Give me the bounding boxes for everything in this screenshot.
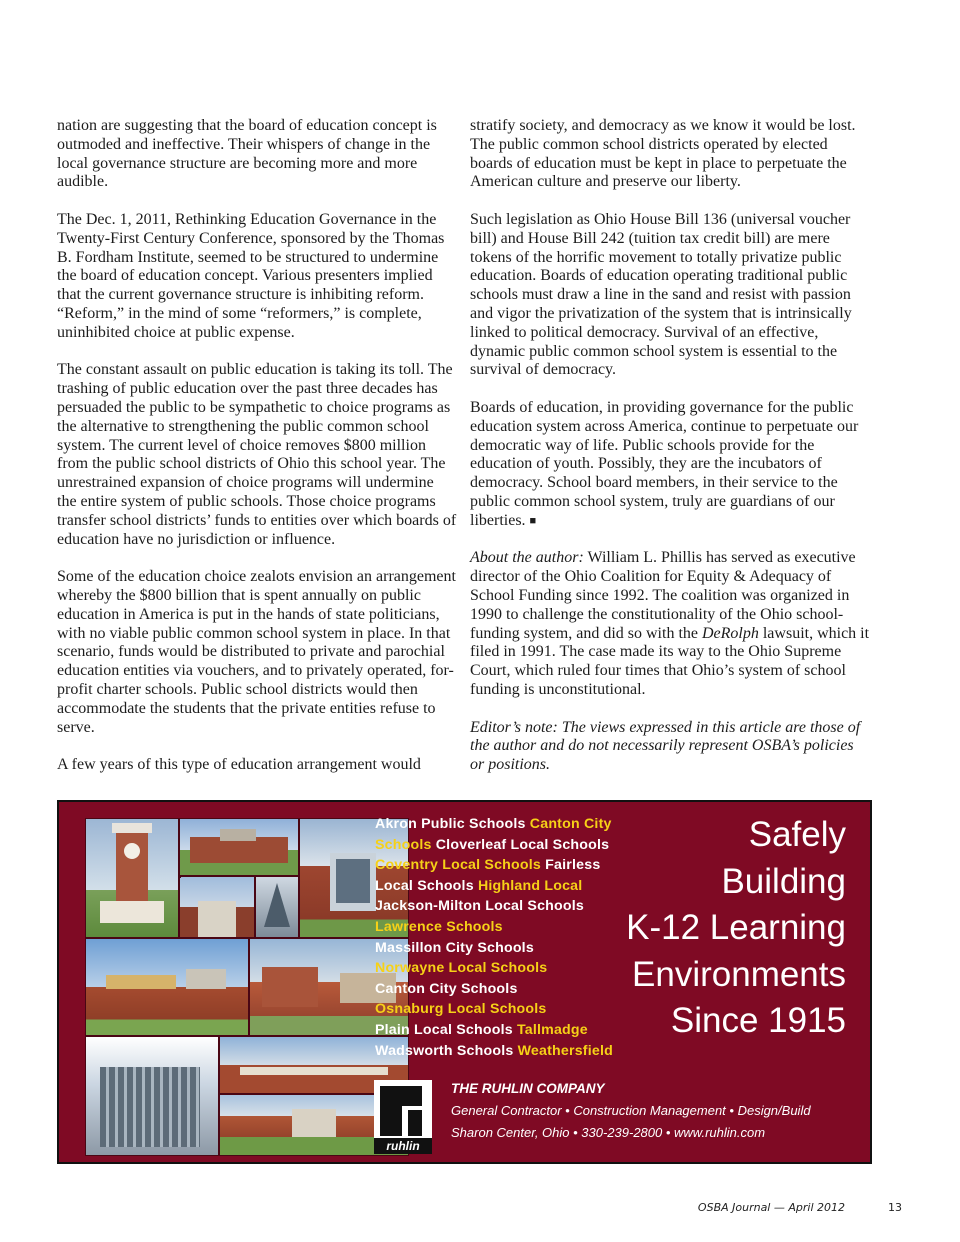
journal-issue: OSBA Journal — April 2012 <box>697 1201 845 1214</box>
school-name: Massillon City Schools <box>375 939 534 956</box>
about-author-paragraph <box>470 549 870 699</box>
atrium-photo <box>255 876 299 938</box>
ad-tagline <box>546 812 846 1045</box>
logo-wordmark: ruhlin <box>386 1139 420 1153</box>
about-author-text: William L. Phillis has served as executive director of the Ohio Coalition for Equity & Adequacy of School Funding since 1992. The coalition was organized in 1990 to challenge the constitutionality of the Ohio school-funding system, and did so with the <box>470 549 856 642</box>
article-paragraph: A few years of this type of education arrangement would <box>57 756 421 774</box>
ruhlin-advertisement <box>57 800 872 1164</box>
school-name: Highland Local <box>477 877 583 894</box>
tagline-line: Safely <box>748 815 846 854</box>
article-paragraph: Boards of education, in providing governance for the public education system across America, continue to perpetuate our democratic way of life. Public schools provide for the education of youth. Possibly, they are the incubators of democracy. School board members, in their service to the public common school system, truly are guardians of our liberties. ■ <box>470 398 859 529</box>
article-column-right <box>470 117 870 775</box>
tagline-line: Since 1915 <box>670 1001 846 1040</box>
end-mark: ■ <box>529 514 537 527</box>
school-name: Cloverleaf Local Schools <box>435 836 610 853</box>
school-photo-collage <box>85 818 407 1154</box>
case-name: DeRolph <box>701 624 759 642</box>
school-name: Osnaburg Local Schools <box>375 1001 547 1018</box>
editors-note: Editor’s note: The views expressed in this article are those of the author and do not necessarily represent OSBA’s policies or positions. <box>470 718 861 774</box>
school-name: Local Schools <box>375 877 478 894</box>
brick-school-photo <box>179 818 299 876</box>
school-name: Coventry Local Schools <box>375 857 546 874</box>
article-paragraph: Such legislation as Ohio House Bill 136 (universal voucher bill) and House Bill 242 (tuition tax credit bill) are mere tokens of the horrific movement to totally privatize public education. Boards of education operating traditional public schools must draw a line in the sand and resist with passion and vigor the privatization of the system that is intrinsically linked to political democracy. Survival of an effective, dynamic public common school system is essential to the survival of democracy. <box>470 210 852 379</box>
about-author-text: lawsuit, which it filed in 1991. The case made its way to the Ohio Supreme Court, which ruled four times that Ohio’s system of school funding is unconstitutional. <box>470 624 870 698</box>
clock-tower-photo <box>85 818 179 938</box>
school-name: Canton City Schools <box>375 980 518 997</box>
school-entrance-photo <box>179 876 255 938</box>
school-name: Weathersfield <box>517 1042 613 1059</box>
long-school-photo <box>85 938 249 1036</box>
article-paragraph: stratify society, and democracy as we know it would be lost. The public common school districts operated by elected boards of education must be kept in place to perpetuate the American culture and preserve our liberty. <box>470 117 856 191</box>
article-paragraph: nation are suggesting that the board of education concept is outmoded and ineffective. Their whispers of change in the local governance structure are becoming more and more audible. <box>57 117 437 191</box>
school-name: Plain Local Schools <box>375 1021 517 1038</box>
tagline-line: K-12 Learning <box>626 908 846 947</box>
company-info <box>451 1078 851 1144</box>
company-services: General Contractor • Construction Management • Design/Build <box>451 1103 811 1118</box>
school-name: Canton City <box>529 816 612 832</box>
school-name: Fairless <box>545 857 601 874</box>
school-name: Lawrence Schools <box>375 918 503 935</box>
page-number: 13 <box>888 1201 902 1214</box>
school-name: Jackson-Milton Local Schools <box>375 898 584 915</box>
school-name: Norwayne Local Schools <box>375 960 548 977</box>
school-name: Tallmadge <box>516 1021 588 1038</box>
article-column-left <box>57 117 457 775</box>
tagline-line: Environments <box>632 954 846 994</box>
company-contact: Sharon Center, Ohio • 330-239-2800 • www.ruhlin.com <box>451 1125 766 1140</box>
school-name: Schools <box>375 836 436 853</box>
tagline-line: Building <box>721 861 846 901</box>
ruhlin-logo-icon <box>374 1080 432 1154</box>
article-paragraph: The constant assault on public education is taking its toll. The trashing of public education over the past three decades has persuaded the public to be sympathetic to choice programs as the alternative to strengthening the public common school system. The current level of choice removes $800 million from the public school districts of Ohio this school year. The unrestrained expansion of choice programs will undermine the entire system of public schools. Those choice programs transfer school districts’ funds to entities over which boards of education have no jurisdiction or influence. <box>57 361 457 548</box>
spacer <box>179 876 181 878</box>
school-name: Wadsworth Schools <box>375 1042 518 1059</box>
glass-building-photo <box>85 1036 219 1156</box>
about-author-label: About the author: <box>470 549 584 567</box>
company-name: THE RUHLIN COMPANY <box>451 1081 605 1096</box>
article-paragraph: Some of the education choice zealots envision an arrangement whereby the $800 billion that is spent annually on public education in America is put in the hands of state politicians, with no viable public common school system in place. In that scenario, funds would be distributed to private and parochial education entities via vouchers, and to privately operated, for-profit charter schools. Public school districts would then accommodate the students that the private entities refuse to serve. <box>57 568 456 736</box>
article-paragraph: The Dec. 1, 2011, Rethinking Education Governance in the Twenty-First Century Conference, sponsored by the Thomas B. Fordham Institute, seemed to be structured to undermine the board of education concept. Various presenters implied that the current governance structure is inhibiting reform. “Reform,” in the mind of some “reformers,” is complete, uninhibited choice at public expense. <box>57 210 445 341</box>
school-name: Akron Public Schools <box>375 816 530 832</box>
